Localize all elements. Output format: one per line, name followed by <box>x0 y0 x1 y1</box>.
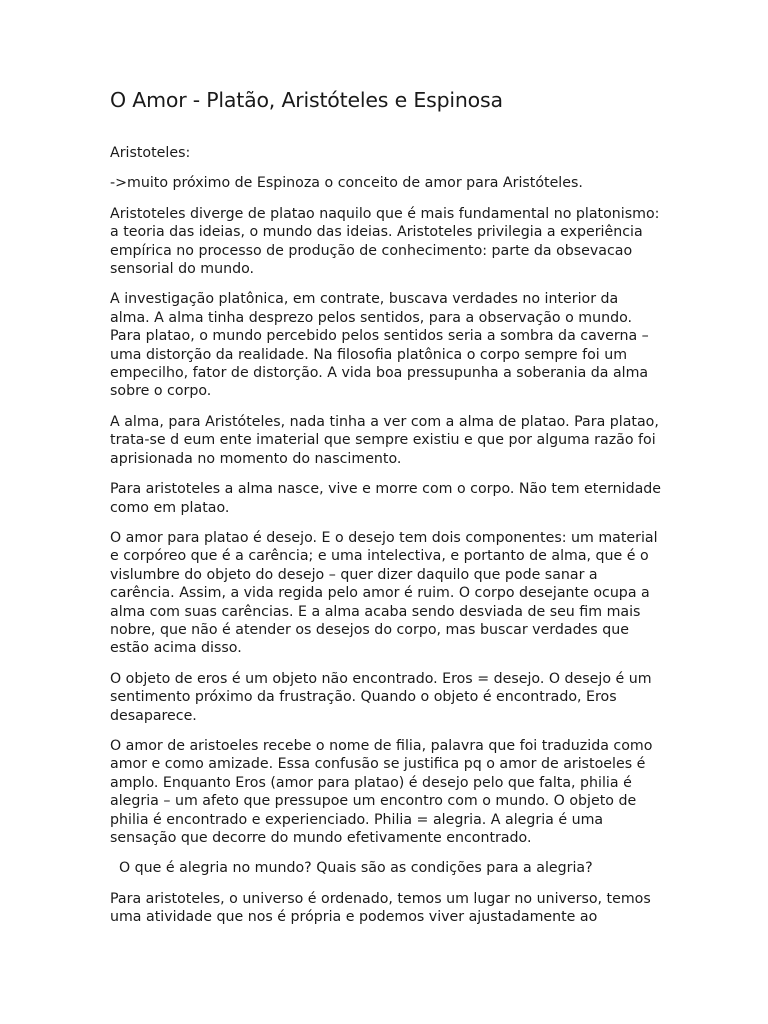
document-page <box>110 86 662 939</box>
paragraph: O amor para platao é desejo. E o desejo tem dois componentes: um material e corpóreo que é a carência; e uma intelectiva, e portanto de alma, que é o vislumbre do objeto do desejo – quer dizer daquilo que pode sanar a carência. Assim, a vida regida pelo amor é ruim. O corpo desejante ocupa a alma com suas carências. E a alma acaba sendo desviada de seu fim mais nobre, que não é atender os desejos do corpo, mas buscar verdades que estão acima disso. <box>110 529 658 657</box>
paragraph: Para aristoteles a alma nasce, vive e morre com o corpo. Não tem eternidade como em platao. <box>110 481 662 516</box>
paragraph: A investigação platônica, em contrate, buscava verdades no interior da alma. A alma tinha desprezo pelos sentidos, para a observação o mundo. Para platao, o mundo percebido pelos sentidos seria a sombra da caverna – uma distorção da realidade. Na filosofia platônica o corpo sempre foi um empecilho, fator de distorção. A vida boa pressupunha a soberania da alma sobre o corpo. <box>110 291 649 400</box>
paragraph: O objeto de eros é um objeto não encontrado. Eros = desejo. O desejo é um sentimento próximo da frustração. Quando o objeto é encontrado, Eros desaparece. <box>110 670 652 724</box>
paragraph: O amor de aristoeles recebe o nome de filia, palavra que foi traduzida como amor e como amizade. Essa confusão se justifica pq o amor de aristoeles é amplo. Enquanto Eros (amor para platao) é desejo pelo que falta, philia é alegria – um afeto que pressupoe um encontro com o mundo. O objeto de philia é encontrado e experienciado. Philia = alegria. A alegria é uma sensação que decorre do mundo efetivamente encontrado. <box>110 737 653 846</box>
document-title: O Amor - Platão, Aristóteles e Espinosa <box>110 88 503 112</box>
paragraph: Para aristoteles, o universo é ordenado, temos um lugar no universo, temos uma atividade que nos é própria e podemos viver ajustadamente ao <box>110 890 651 926</box>
paragraph-question: O que é alegria no mundo? Quais são as condições para a alegria? <box>119 860 593 877</box>
paragraph: A alma, para Aristóteles, nada tinha a ver com a alma de platao. Para platao, trata-se d eum ente imaterial que sempre existiu e que por alguma razão foi aprisionada no momento do nascimento. <box>110 413 659 467</box>
paragraph: ->muito próximo de Espinoza o conceito de amor para Aristóteles. <box>110 175 583 192</box>
paragraph-heading-aristoteles: Aristoteles: <box>110 145 191 161</box>
paragraph: Aristoteles diverge de platao naquilo que é mais fundamental no platonismo: a teoria das ideias, o mundo das ideias. Aristoteles privilegia a experiência empírica no processo de produção de conhecimento: parte da obsevacao sensorial do mundo. <box>110 205 660 278</box>
